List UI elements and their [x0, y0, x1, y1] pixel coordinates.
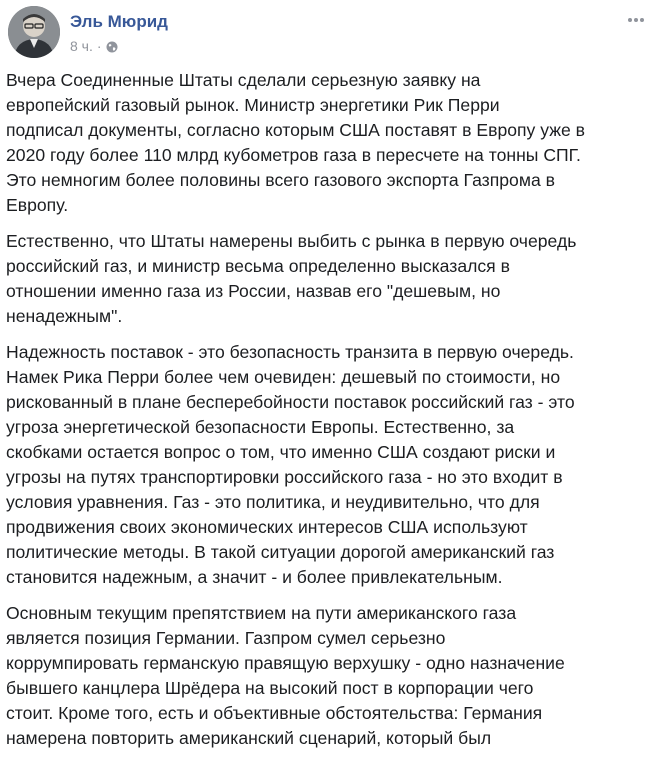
text-line: угрозы на путях транспортировки российского газа - но это входит в	[6, 467, 563, 487]
text-line: стоит. Кроме того, есть и объективные обстоятельства: Германия	[6, 703, 543, 723]
text-line: Естественно, что Штаты намерены выбить с рынка в первую очередь	[6, 231, 577, 251]
paragraph	[6, 229, 656, 329]
text-line: продвижения своих экономических интересов США используют	[6, 517, 528, 537]
text-line: Европу.	[6, 195, 69, 215]
text-line: Это немногим более половины всего газового экспорта Газпрома в	[6, 170, 555, 190]
post-text	[6, 68, 656, 762]
more-options-icon[interactable]	[624, 10, 648, 30]
text-line: политические методы. В такой ситуации дорогой американский газ	[6, 542, 555, 562]
text-line: Вчера Соединенные Штаты сделали серьезную заявку на	[6, 70, 481, 90]
avatar[interactable]	[8, 6, 60, 58]
avatar-image	[8, 6, 60, 58]
text-line: ненадежным".	[6, 306, 123, 326]
text-line: Намек Рика Перри более чем очевиден: дешевый по стоимости, но	[6, 367, 561, 387]
text-line: условия уравнения. Газ - это политика, и неудивительно, что для	[6, 492, 540, 512]
text-line: скобками остается вопрос о том, что именно США создают риски и	[6, 442, 556, 462]
paragraph	[6, 601, 656, 751]
paragraph	[6, 340, 656, 590]
text-line: бывшего канцлера Шрёдера на высокий пост в корпорации чего	[6, 678, 534, 698]
author-name[interactable]: Эль Мюрид	[70, 12, 168, 31]
text-line: Надежность поставок - это безопасность транзита в первую очередь.	[6, 342, 574, 362]
text-line: 2020 году более 110 млрд кубометров газа в пересчете на тонны СПГ.	[6, 145, 581, 165]
text-line: российский газ, и министр весьма определенно высказался в	[6, 256, 510, 276]
text-line: является позиция Германии. Газпром сумел серьезно	[6, 628, 446, 648]
post-meta	[70, 38, 118, 54]
text-line: отношении именно газа из России, назвав его "дешевым, но	[6, 281, 501, 301]
text-line: подписал документы, согласно которым США поставят в Европу уже в	[6, 120, 586, 140]
text-line: коррумпировать германскую правящую верхушку - одно назначение	[6, 653, 565, 673]
text-line: европейский газовый рынок. Министр энергетики Рик Перри	[6, 95, 500, 115]
paragraph	[6, 68, 656, 218]
text-line: рискованный в плане бесперебойности поставок российский газ - это	[6, 392, 575, 412]
text-line: Основным текущим препятствием на пути американского газа	[6, 603, 517, 623]
post-header	[8, 6, 652, 62]
globe-icon[interactable]	[106, 40, 118, 52]
text-line: намерена повторить американский сценарий, который был	[6, 728, 492, 748]
meta-separator: ·	[96, 38, 102, 54]
text-line: угроза энергетической безопасности Европы. Естественно, за	[6, 417, 515, 437]
text-line: становится надежным, а значит - и более привлекательным.	[6, 567, 503, 587]
post-timestamp[interactable]: 8 ч.	[70, 38, 93, 54]
